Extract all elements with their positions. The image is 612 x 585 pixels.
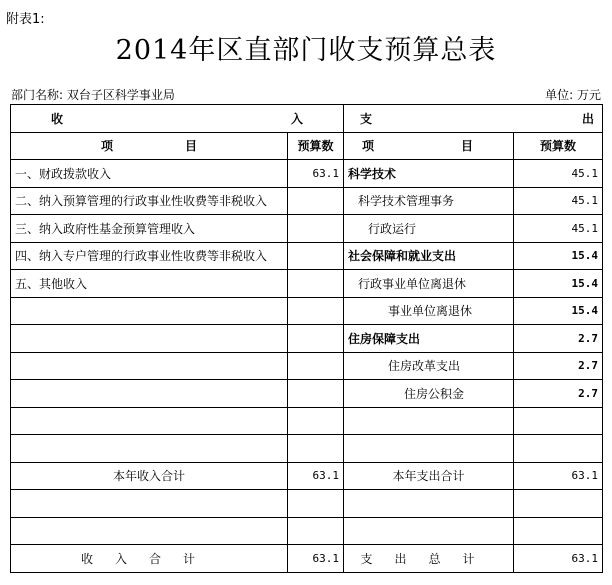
grand-income-total-value: 63.1 bbox=[288, 545, 344, 573]
header-row-columns bbox=[11, 132, 603, 160]
income-value bbox=[288, 270, 344, 298]
income-value bbox=[288, 297, 344, 325]
income-section-header: 收 入 bbox=[11, 105, 344, 133]
expense-label: 住房公积金 bbox=[344, 380, 514, 408]
year-expense-total-label: 本年支出合计 bbox=[344, 462, 514, 490]
income-value: 63.1 bbox=[288, 160, 344, 188]
table-row bbox=[11, 352, 603, 380]
table-row bbox=[11, 242, 603, 270]
year-expense-total-value: 63.1 bbox=[514, 462, 603, 490]
income-value bbox=[288, 187, 344, 215]
table-row bbox=[11, 160, 603, 188]
table-row bbox=[11, 270, 603, 298]
expense-value: 15.4 bbox=[514, 242, 603, 270]
header-row-sections bbox=[11, 105, 603, 133]
grand-expense-total-value: 63.1 bbox=[514, 545, 603, 573]
table-row bbox=[11, 517, 603, 545]
income-value bbox=[288, 215, 344, 243]
expense-value: 2.7 bbox=[514, 325, 603, 353]
income-value bbox=[288, 242, 344, 270]
expense-label: 科学技术管理事务 bbox=[344, 187, 514, 215]
income-label: 四、纳入专户管理的行政事业性收费等非税收入 bbox=[11, 242, 288, 270]
income-label: 三、纳入政府性基金预算管理收入 bbox=[11, 215, 288, 243]
table-row bbox=[11, 325, 603, 353]
budget-table bbox=[10, 104, 603, 573]
expense-value: 15.4 bbox=[514, 270, 603, 298]
income-label bbox=[11, 380, 288, 408]
income-label: 一、财政拨款收入 bbox=[11, 160, 288, 188]
expense-value: 45.1 bbox=[514, 215, 603, 243]
department-name: 部门名称: 双台子区科学事业局 bbox=[11, 88, 175, 102]
income-value bbox=[288, 325, 344, 353]
income-item-header: 项 目 bbox=[11, 132, 288, 160]
expense-label: 事业单位离退休 bbox=[344, 297, 514, 325]
table-row bbox=[11, 297, 603, 325]
expense-section-header: 支 出 bbox=[344, 105, 603, 133]
expense-value: 15.4 bbox=[514, 297, 603, 325]
expense-value: 2.7 bbox=[514, 380, 603, 408]
expense-label: 行政事业单位离退休 bbox=[344, 270, 514, 298]
grand-income-total-label: 收入合计 bbox=[11, 545, 288, 573]
expense-budget-header: 预算数 bbox=[514, 132, 603, 160]
expense-label: 行政运行 bbox=[344, 215, 514, 243]
income-label bbox=[11, 297, 288, 325]
income-budget-header: 预算数 bbox=[288, 132, 344, 160]
expense-value: 2.7 bbox=[514, 352, 603, 380]
grand-expense-total-label: 支出总计 bbox=[344, 545, 514, 573]
income-label bbox=[11, 352, 288, 380]
table-row bbox=[11, 187, 603, 215]
expense-label: 科学技术 bbox=[344, 160, 514, 188]
expense-value: 45.1 bbox=[514, 160, 603, 188]
attachment-note: 附表1: bbox=[6, 12, 45, 27]
unit-label: 单位: 万元 bbox=[545, 88, 601, 102]
year-income-total-label: 本年收入合计 bbox=[11, 462, 288, 490]
page-title: 2014年区直部门收支预算总表 bbox=[115, 35, 497, 66]
income-label: 二、纳入预算管理的行政事业性收费等非税收入 bbox=[11, 187, 288, 215]
income-label bbox=[11, 325, 288, 353]
table-row bbox=[11, 407, 603, 435]
table-row bbox=[11, 490, 603, 518]
income-label: 五、其他收入 bbox=[11, 270, 288, 298]
table-row bbox=[11, 435, 603, 463]
expense-item-header: 项 目 bbox=[344, 132, 514, 160]
expense-label: 社会保障和就业支出 bbox=[344, 242, 514, 270]
income-value bbox=[288, 380, 344, 408]
income-value bbox=[288, 352, 344, 380]
table-row bbox=[11, 380, 603, 408]
expense-label: 住房改革支出 bbox=[344, 352, 514, 380]
expense-label: 住房保障支出 bbox=[344, 325, 514, 353]
grand-total-row bbox=[11, 545, 603, 573]
year-total-row bbox=[11, 462, 603, 490]
year-income-total-value: 63.1 bbox=[288, 462, 344, 490]
expense-value: 45.1 bbox=[514, 187, 603, 215]
table-row bbox=[11, 215, 603, 243]
